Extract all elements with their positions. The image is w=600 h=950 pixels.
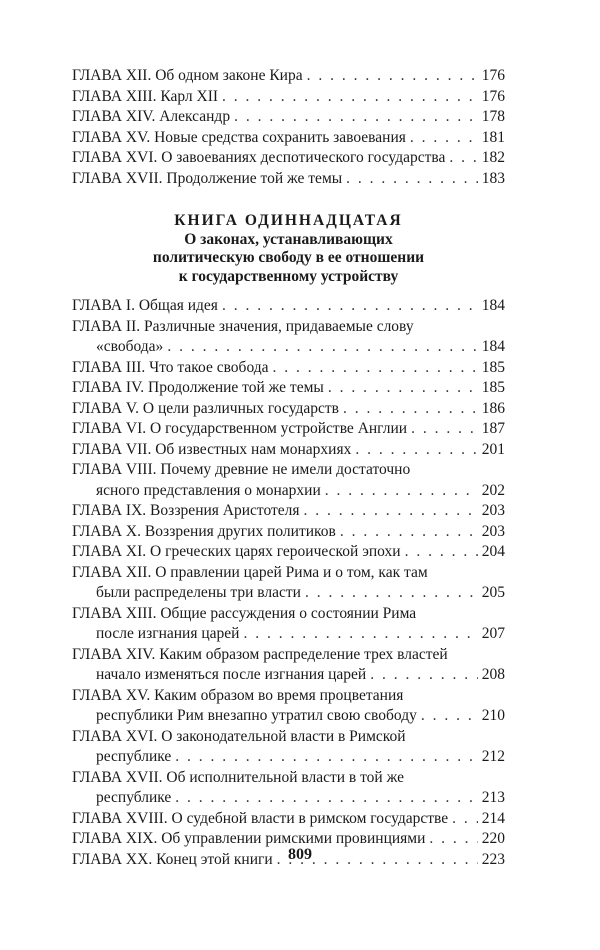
toc-entry-title: начало изменяться после изгнания царей [96, 666, 367, 683]
toc-entry [72, 809, 505, 830]
toc-entry-line [72, 645, 505, 666]
toc-entry-title: ГЛАВА XV. Каким образом во время процветания [72, 686, 404, 704]
toc-entry-title: ГЛАВА VIII. Почему древние не имели достаточно [72, 461, 411, 478]
toc-entry-line [72, 440, 505, 461]
toc-entry-title: ГЛАВА XV. Новые средства сохранить завоевания [72, 128, 406, 146]
toc-entry [72, 399, 505, 420]
book-title: КНИГА ОДИННАДЦАТАЯ [174, 212, 403, 229]
toc-page-number: 207 [481, 625, 505, 642]
toc-entry-title: ГЛАВА XII. Об одном законе Кира [72, 67, 303, 84]
toc-leader-dots [175, 788, 477, 809]
toc-leader-dots [234, 107, 478, 128]
toc-entry-line [72, 419, 505, 440]
toc-entry-line [72, 727, 505, 748]
toc-page-number: 184 [481, 338, 505, 355]
toc-leader-dots [243, 624, 477, 645]
toc-entry-line [72, 583, 505, 604]
toc-entry-title: ГЛАВА XI. О греческих царях героической эпохи [72, 543, 401, 560]
toc-leader-dots [307, 66, 478, 87]
toc-entry-title: ГЛАВА XVII. Об исполнительной власти в той же [72, 768, 404, 786]
toc-page-number: 184 [481, 297, 505, 314]
toc-entry-title: ГЛАВА XIV. Каким образом распределение трех властей [72, 645, 448, 663]
toc-entry-title: ГЛАВА XX. Конец этой книги [72, 850, 273, 868]
toc-entry-line [72, 358, 505, 379]
toc-entry-title: республики Рим внезапно утратил свою свободу [96, 707, 417, 724]
toc-entry [72, 378, 505, 399]
toc-page-number: 214 [481, 809, 505, 827]
toc-entry-title: ГЛАВА XIII. Карл XII [72, 87, 219, 105]
toc-page-number: 203 [481, 522, 505, 540]
toc-page-number: 176 [481, 67, 505, 84]
toc-entry [72, 542, 505, 563]
toc-leader-dots [273, 358, 478, 379]
toc-entry-title: «свобода» [96, 338, 164, 355]
toc-entry-line [72, 563, 505, 584]
toc-entry [72, 460, 505, 501]
toc-entry-line [72, 337, 505, 358]
toc-entry-line [72, 317, 505, 338]
toc-entry-line [72, 788, 505, 809]
toc-entry-line [72, 460, 505, 481]
book-subtitle-line: О законах, устанавливающих [184, 230, 393, 248]
toc-entry-title: ГЛАВА XIV. Александр [72, 108, 231, 125]
toc-leader-dots [325, 481, 478, 502]
toc-entry [72, 604, 505, 645]
toc-entry [72, 501, 505, 522]
toc-entry-line [72, 481, 505, 502]
toc-page-number: 220 [481, 830, 505, 847]
toc-page-number: 201 [481, 440, 505, 458]
toc-entry [72, 87, 505, 108]
toc-entry-title: ГЛАВА VII. Об известных нам монархиях [72, 440, 352, 458]
book-subtitle-line: к государственному устройству [178, 267, 399, 285]
toc-entry-title: ГЛАВА II. Различные значения, придаваемые слову [72, 317, 414, 335]
toc-entry [72, 419, 505, 440]
toc-entry-line [72, 686, 505, 707]
toc-entry-line [72, 128, 505, 149]
toc-leader-dots [449, 148, 477, 169]
toc-entry-line [72, 501, 505, 522]
toc-leader-dots [304, 501, 478, 522]
toc-leader-dots [405, 542, 478, 563]
toc-entry [72, 317, 505, 358]
toc-entry [72, 522, 505, 543]
toc-entry [72, 107, 505, 128]
toc-entry-line [72, 399, 505, 420]
book-subtitle-line: политическую свободу в ее отношении [152, 249, 425, 266]
toc-page-number: 176 [481, 87, 505, 105]
book-heading [72, 212, 505, 286]
toc-page-number: 213 [481, 789, 505, 806]
toc-page-number: 205 [481, 584, 505, 601]
toc-leader-dots [305, 583, 478, 604]
toc-entry-line [72, 378, 505, 399]
toc-entry-title: ГЛАВА I. Общая идея [72, 297, 218, 314]
toc-entry [72, 645, 505, 686]
toc-page-number: 203 [481, 502, 505, 519]
toc-entry-line [72, 87, 505, 108]
toc-entry [72, 148, 505, 169]
toc-leader-dots [167, 337, 477, 358]
toc-entry [72, 686, 505, 727]
toc-entry-line [72, 66, 505, 87]
toc-entry-line [72, 522, 505, 543]
toc-leader-dots [346, 169, 478, 190]
toc-entry-title: ясного представления о монархии [96, 481, 321, 499]
toc-page-number: 212 [481, 748, 505, 765]
toc-list-top [72, 66, 505, 189]
toc-entry-title: ГЛАВА XIX. Об управлении римскими провинциями [72, 830, 426, 847]
toc-leader-dots [355, 440, 477, 461]
toc-entry-line [72, 706, 505, 727]
toc-list-book [72, 296, 505, 870]
toc-entry-title: ГЛАВА XVI. О завоеваниях деспотического государства [72, 149, 446, 166]
toc-entry-title: республике [96, 748, 172, 765]
toc-page-number: 178 [481, 108, 505, 125]
toc-page-number: 208 [481, 666, 505, 683]
toc-leader-dots [410, 128, 478, 149]
toc-leader-dots [452, 809, 478, 830]
toc-entry-title: ГЛАВА VI. О государственном устройстве Англии [72, 420, 408, 437]
toc-leader-dots [370, 665, 478, 686]
toc-entry-title: ГЛАВА XVII. Продолжение той же темы [72, 169, 343, 187]
toc-entry-line [72, 169, 505, 190]
toc-entry [72, 169, 505, 190]
toc-entry-line [72, 747, 505, 768]
toc-page-number: 210 [481, 707, 505, 724]
toc-entry-title: ГЛАВА IV. Продолжение той же темы [72, 379, 324, 396]
toc-entry-title: ГЛАВА XIII. Общие рассуждения о состоянии Рима [72, 604, 417, 622]
page-number: 809 [288, 846, 312, 863]
toc-entry-title: республике [96, 789, 172, 806]
toc-leader-dots [175, 747, 477, 768]
toc-page-number: 187 [481, 420, 505, 437]
toc-entry-line [72, 809, 505, 830]
toc-entry-line [72, 665, 505, 686]
toc-entry-line [72, 604, 505, 625]
toc-page-number: 183 [481, 169, 505, 187]
toc-page-number: 186 [481, 399, 505, 417]
toc-entry [72, 727, 505, 768]
toc-entry [72, 563, 505, 604]
toc-page-number: 223 [481, 850, 505, 868]
toc-leader-dots [421, 706, 478, 727]
toc-page-number: 204 [481, 543, 505, 560]
toc-entry-title: ГЛАВА V. О цели различных государств [72, 399, 339, 417]
toc-entry [72, 296, 505, 317]
toc-leader-dots [328, 378, 478, 399]
toc-page-number: 185 [481, 358, 505, 376]
toc-entry [72, 128, 505, 149]
toc-entry-line [72, 296, 505, 317]
toc-entry-title: были распределены три власти [96, 584, 301, 601]
toc-page-number: 181 [481, 128, 505, 146]
toc-entry-title: после изгнания царей [96, 625, 240, 642]
toc-entry-line [72, 148, 505, 169]
toc-leader-dots [340, 522, 478, 543]
toc-entry [72, 768, 505, 809]
toc-entry [72, 66, 505, 87]
toc-entry-title: ГЛАВА III. Что такое свобода [72, 358, 269, 376]
toc-entry-title: ГЛАВА XII. О правлении царей Рима и о том, как там [72, 563, 428, 581]
toc-entry-line [72, 768, 505, 789]
toc-leader-dots [222, 87, 478, 108]
toc-page-number: 182 [481, 149, 505, 166]
toc-entry-title: ГЛАВА X. Воззрения других политиков [72, 522, 336, 540]
toc-leader-dots [343, 399, 478, 420]
toc-entry [72, 358, 505, 379]
toc-entry-title: ГЛАВА XVIII. О судебной власти в римском государстве [72, 809, 449, 827]
toc-page-number: 185 [481, 379, 505, 396]
toc-entry-line [72, 542, 505, 563]
toc-page-number: 202 [481, 481, 505, 499]
toc-entry-title: ГЛАВА XVI. О законодательной власти в Римской [72, 727, 406, 745]
toc-leader-dots [222, 296, 478, 317]
toc-entry-line [72, 624, 505, 645]
toc-entry [72, 440, 505, 461]
toc-entry-title: ГЛАВА IX. Воззрения Аристотеля [72, 502, 300, 519]
toc-leader-dots [411, 419, 478, 440]
toc-entry-line [72, 107, 505, 128]
